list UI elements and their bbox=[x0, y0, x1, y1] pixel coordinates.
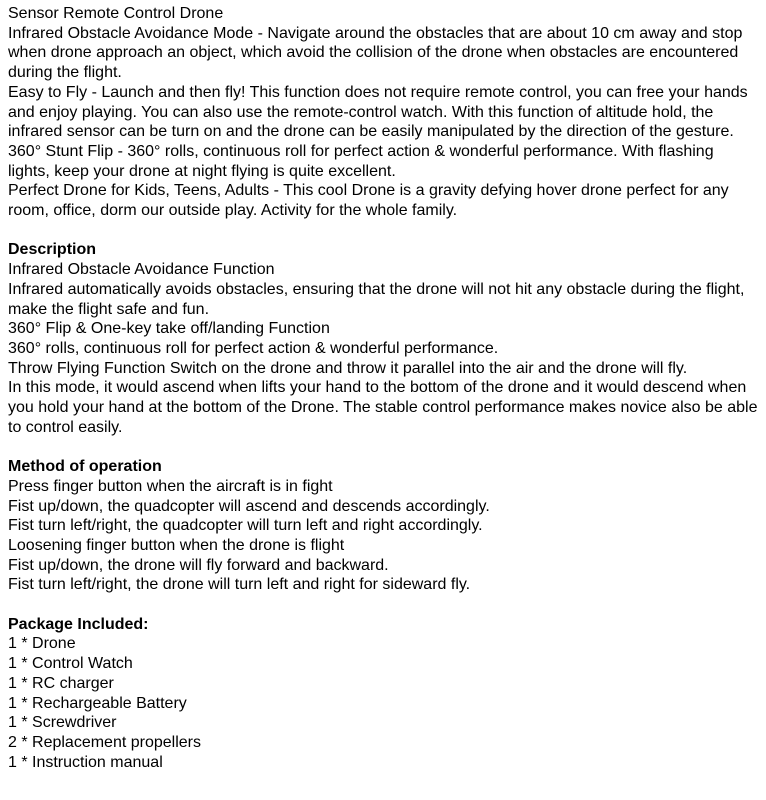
method-line: Fist up/down, the quadcopter will ascend and descends accordingly. bbox=[8, 497, 490, 515]
description-paragraph: 360° rolls, continuous roll for perfect action & wonderful performance. bbox=[8, 339, 499, 357]
method-section bbox=[8, 457, 758, 595]
method-heading: Method of operation bbox=[8, 458, 162, 476]
description-section bbox=[8, 240, 758, 437]
package-list bbox=[8, 634, 758, 772]
description-heading: Description bbox=[8, 241, 97, 259]
section-spacer bbox=[8, 221, 758, 241]
package-item: 1 * Screwdriver bbox=[8, 714, 117, 732]
method-line: Loosening finger button when the drone is flight bbox=[8, 536, 345, 554]
package-heading: Package Included: bbox=[8, 615, 149, 633]
intro-paragraph: Easy to Fly - Launch and then fly! This function does not require remote control, you can free your hands and enjoy playing. You can also use the remote-control watch. With this function of altitude hold, the infrared sensor can be turn on and the drone can be easily manipulated by the direction of the gesture. bbox=[8, 83, 748, 141]
method-line: Fist up/down, the drone will fly forward and backward. bbox=[8, 556, 389, 574]
description-paragraph: 360° Flip & One-key take off/landing Function bbox=[8, 320, 330, 338]
intro-paragraph: Infrared Obstacle Avoidance Mode - Navigate around the obstacles that are about 10 cm away and stop when drone approach an object, which avoid the collision of the drone when obstacles are encountered during the flight. bbox=[8, 24, 743, 82]
description-paragraph: Throw Flying Function Switch on the drone and throw it parallel into the air and the drone will fly. bbox=[8, 359, 688, 377]
method-line: Fist turn left/right, the quadcopter will turn left and right accordingly. bbox=[8, 517, 483, 535]
package-item: 1 * Instruction manual bbox=[8, 753, 163, 771]
package-item: 1 * Rechargeable Battery bbox=[8, 694, 187, 712]
package-item: 1 * Drone bbox=[8, 635, 76, 653]
description-paragraph: In this mode, it would ascend when lifts your hand to the bottom of the drone and it would descend when you hold your hand at the bottom of the Drone. The stable control performance makes novice also be able to control easily. bbox=[8, 379, 758, 436]
package-item: 1 * RC charger bbox=[8, 674, 114, 692]
section-spacer bbox=[8, 437, 758, 457]
intro-section bbox=[8, 4, 758, 221]
method-line: Press finger button when the aircraft is in fight bbox=[8, 477, 333, 495]
description-paragraph: Infrared automatically avoids obstacles, ensuring that the drone will not hit any obstacle during the flight, make the flight safe and fun. bbox=[8, 280, 745, 318]
intro-paragraph: Perfect Drone for Kids, Teens, Adults - This cool Drone is a gravity defying hover drone perfect for any room, office, dorm our outside play. Activity for the whole family. bbox=[8, 182, 729, 220]
document-title: Sensor Remote Control Drone bbox=[8, 5, 224, 22]
package-section bbox=[8, 615, 758, 773]
intro-paragraph: 360° Stunt Flip - 360° rolls, continuous roll for perfect action & wonderful performance. With flashing lights, keep your drone at night flying is quite excellent. bbox=[8, 142, 714, 180]
package-item: 2 * Replacement propellers bbox=[8, 733, 201, 751]
section-spacer bbox=[8, 595, 758, 615]
package-item: 1 * Control Watch bbox=[8, 655, 133, 673]
description-paragraph: Infrared Obstacle Avoidance Function bbox=[8, 261, 275, 279]
method-line: Fist turn left/right, the drone will turn left and right for sideward fly. bbox=[8, 576, 471, 594]
